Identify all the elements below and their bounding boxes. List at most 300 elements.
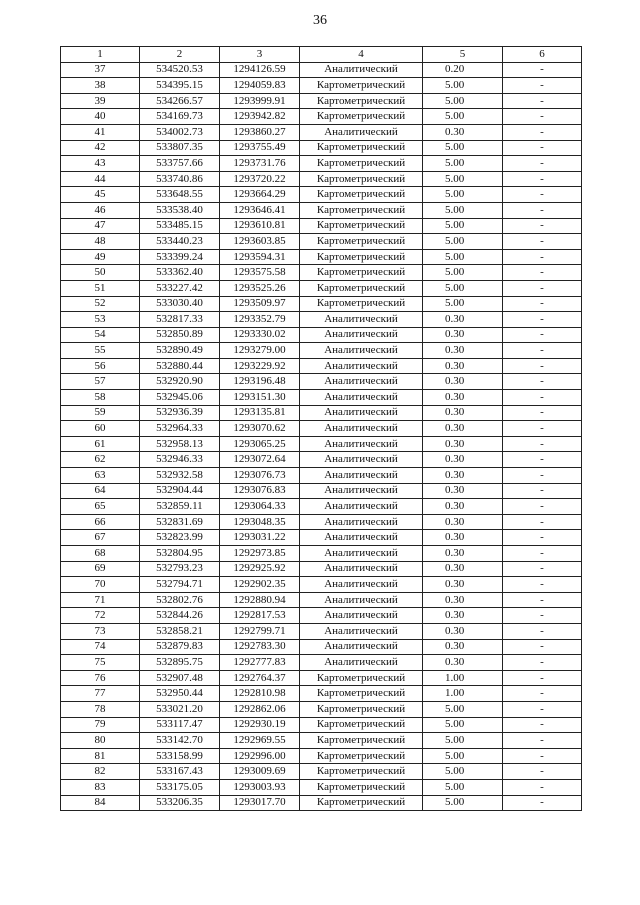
- note-cell: -: [503, 327, 582, 343]
- y-coordinate-cell: 1293999.91: [220, 93, 300, 109]
- point-number-cell: 81: [61, 748, 140, 764]
- point-number-cell: 58: [61, 390, 140, 406]
- accuracy-cell: 5.00: [423, 779, 503, 795]
- note-cell: -: [503, 280, 582, 296]
- y-coordinate-cell: 1293070.62: [220, 421, 300, 437]
- accuracy-cell: 0.30: [423, 343, 503, 359]
- note-cell: -: [503, 374, 582, 390]
- x-coordinate-cell: 532964.33: [140, 421, 220, 437]
- x-coordinate-cell: 532831.69: [140, 514, 220, 530]
- accuracy-cell: 5.00: [423, 218, 503, 234]
- point-number-cell: 43: [61, 156, 140, 172]
- y-coordinate-cell: 1293942.82: [220, 109, 300, 125]
- x-coordinate-cell: 533485.15: [140, 218, 220, 234]
- method-cell: Аналитический: [300, 124, 423, 140]
- table-row: [61, 608, 582, 624]
- table-row: [61, 546, 582, 562]
- y-coordinate-cell: 1293017.70: [220, 795, 300, 811]
- note-cell: -: [503, 561, 582, 577]
- accuracy-cell: 5.00: [423, 171, 503, 187]
- accuracy-cell: 0.30: [423, 546, 503, 562]
- point-number-cell: 71: [61, 592, 140, 608]
- note-cell: -: [503, 187, 582, 203]
- point-number-cell: 69: [61, 561, 140, 577]
- y-coordinate-cell: 1293031.22: [220, 530, 300, 546]
- x-coordinate-cell: 532844.26: [140, 608, 220, 624]
- x-coordinate-cell: 532958.13: [140, 436, 220, 452]
- note-cell: -: [503, 483, 582, 499]
- table-row: [61, 187, 582, 203]
- table-row: [61, 483, 582, 499]
- y-coordinate-cell: 1293525.26: [220, 280, 300, 296]
- point-number-cell: 44: [61, 171, 140, 187]
- point-number-cell: 73: [61, 623, 140, 639]
- point-number-cell: 53: [61, 312, 140, 328]
- note-cell: -: [503, 405, 582, 421]
- point-number-cell: 50: [61, 265, 140, 281]
- y-coordinate-cell: 1293048.35: [220, 514, 300, 530]
- x-coordinate-cell: 532890.49: [140, 343, 220, 359]
- note-cell: -: [503, 748, 582, 764]
- method-cell: Картометрический: [300, 296, 423, 312]
- accuracy-cell: 0.30: [423, 374, 503, 390]
- accuracy-cell: 0.30: [423, 452, 503, 468]
- accuracy-cell: 0.30: [423, 483, 503, 499]
- table-row: [61, 218, 582, 234]
- table-row: [61, 280, 582, 296]
- y-coordinate-cell: 1292862.06: [220, 701, 300, 717]
- y-coordinate-cell: 1292810.98: [220, 686, 300, 702]
- method-cell: Картометрический: [300, 234, 423, 250]
- y-coordinate-cell: 1293603.85: [220, 234, 300, 250]
- y-coordinate-cell: 1293720.22: [220, 171, 300, 187]
- accuracy-cell: 0.30: [423, 390, 503, 406]
- point-number-cell: 51: [61, 280, 140, 296]
- point-number-cell: 77: [61, 686, 140, 702]
- table-row: [61, 514, 582, 530]
- table-row: [61, 686, 582, 702]
- table-row: [61, 421, 582, 437]
- method-cell: Аналитический: [300, 452, 423, 468]
- table-row: [61, 779, 582, 795]
- note-cell: -: [503, 670, 582, 686]
- table-row: [61, 124, 582, 140]
- header-row: [61, 47, 582, 63]
- accuracy-cell: 0.30: [423, 499, 503, 515]
- accuracy-cell: 5.00: [423, 109, 503, 125]
- x-coordinate-cell: 534169.73: [140, 109, 220, 125]
- table-row: [61, 343, 582, 359]
- point-number-cell: 41: [61, 124, 140, 140]
- accuracy-cell: 0.30: [423, 530, 503, 546]
- y-coordinate-cell: 1293594.31: [220, 249, 300, 265]
- method-cell: Аналитический: [300, 374, 423, 390]
- point-number-cell: 60: [61, 421, 140, 437]
- y-coordinate-cell: 1292880.94: [220, 592, 300, 608]
- table-row: [61, 62, 582, 78]
- method-cell: Аналитический: [300, 608, 423, 624]
- method-cell: Аналитический: [300, 577, 423, 593]
- point-number-cell: 48: [61, 234, 140, 250]
- point-number-cell: 82: [61, 764, 140, 780]
- table-row: [61, 249, 582, 265]
- x-coordinate-cell: 532936.39: [140, 405, 220, 421]
- point-number-cell: 37: [61, 62, 140, 78]
- point-number-cell: 42: [61, 140, 140, 156]
- x-coordinate-cell: 532850.89: [140, 327, 220, 343]
- point-number-cell: 76: [61, 670, 140, 686]
- accuracy-cell: 0.30: [423, 124, 503, 140]
- x-coordinate-cell: 533117.47: [140, 717, 220, 733]
- accuracy-cell: 0.30: [423, 358, 503, 374]
- x-coordinate-cell: 532804.95: [140, 546, 220, 562]
- accuracy-cell: 5.00: [423, 717, 503, 733]
- table-row: [61, 655, 582, 671]
- note-cell: -: [503, 390, 582, 406]
- x-coordinate-cell: 532895.75: [140, 655, 220, 671]
- y-coordinate-cell: 1293664.29: [220, 187, 300, 203]
- method-cell: Картометрический: [300, 218, 423, 234]
- note-cell: -: [503, 546, 582, 562]
- x-coordinate-cell: 533399.24: [140, 249, 220, 265]
- table-row: [61, 764, 582, 780]
- note-cell: -: [503, 421, 582, 437]
- note-cell: -: [503, 296, 582, 312]
- point-number-cell: 70: [61, 577, 140, 593]
- point-number-cell: 72: [61, 608, 140, 624]
- x-coordinate-cell: 533807.35: [140, 140, 220, 156]
- method-cell: Картометрический: [300, 686, 423, 702]
- point-number-cell: 54: [61, 327, 140, 343]
- method-cell: Аналитический: [300, 514, 423, 530]
- y-coordinate-cell: 1293003.93: [220, 779, 300, 795]
- table-row: [61, 202, 582, 218]
- y-coordinate-cell: 1293076.73: [220, 468, 300, 484]
- accuracy-cell: 0.30: [423, 639, 503, 655]
- x-coordinate-cell: 534520.53: [140, 62, 220, 78]
- method-cell: Аналитический: [300, 421, 423, 437]
- note-cell: -: [503, 312, 582, 328]
- note-cell: -: [503, 78, 582, 94]
- x-coordinate-cell: 533440.23: [140, 234, 220, 250]
- point-number-cell: 47: [61, 218, 140, 234]
- accuracy-cell: 1.00: [423, 686, 503, 702]
- x-coordinate-cell: 532793.23: [140, 561, 220, 577]
- x-coordinate-cell: 532932.58: [140, 468, 220, 484]
- y-coordinate-cell: 1293509.97: [220, 296, 300, 312]
- method-cell: Картометрический: [300, 78, 423, 94]
- x-coordinate-cell: 533206.35: [140, 795, 220, 811]
- accuracy-cell: 0.30: [423, 468, 503, 484]
- method-cell: Аналитический: [300, 436, 423, 452]
- table-row: [61, 701, 582, 717]
- table-row: [61, 405, 582, 421]
- point-number-cell: 57: [61, 374, 140, 390]
- y-coordinate-cell: 1293135.81: [220, 405, 300, 421]
- note-cell: -: [503, 452, 582, 468]
- method-cell: Картометрический: [300, 670, 423, 686]
- point-number-cell: 45: [61, 187, 140, 203]
- point-number-cell: 61: [61, 436, 140, 452]
- x-coordinate-cell: 533227.42: [140, 280, 220, 296]
- method-cell: Аналитический: [300, 358, 423, 374]
- point-number-cell: 83: [61, 779, 140, 795]
- note-cell: -: [503, 608, 582, 624]
- y-coordinate-cell: 1293610.81: [220, 218, 300, 234]
- x-coordinate-cell: 532817.33: [140, 312, 220, 328]
- method-cell: Картометрический: [300, 779, 423, 795]
- point-number-cell: 84: [61, 795, 140, 811]
- y-coordinate-cell: 1292764.37: [220, 670, 300, 686]
- accuracy-cell: 0.30: [423, 421, 503, 437]
- note-cell: -: [503, 764, 582, 780]
- x-coordinate-cell: 533740.86: [140, 171, 220, 187]
- note-cell: -: [503, 358, 582, 374]
- note-cell: -: [503, 795, 582, 811]
- point-number-cell: 62: [61, 452, 140, 468]
- table-row: [61, 140, 582, 156]
- y-coordinate-cell: 1293076.83: [220, 483, 300, 499]
- accuracy-cell: 5.00: [423, 764, 503, 780]
- table-row: [61, 733, 582, 749]
- x-coordinate-cell: 532859.11: [140, 499, 220, 515]
- accuracy-cell: 0.30: [423, 327, 503, 343]
- method-cell: Аналитический: [300, 62, 423, 78]
- column-header-6: 6: [503, 47, 582, 63]
- accuracy-cell: 0.20: [423, 62, 503, 78]
- accuracy-cell: 1.00: [423, 670, 503, 686]
- table-row: [61, 312, 582, 328]
- method-cell: Картометрический: [300, 733, 423, 749]
- table-row: [61, 296, 582, 312]
- coordinates-table: [60, 46, 582, 811]
- note-cell: -: [503, 218, 582, 234]
- x-coordinate-cell: 532945.06: [140, 390, 220, 406]
- x-coordinate-cell: 533021.20: [140, 701, 220, 717]
- x-coordinate-cell: 533142.70: [140, 733, 220, 749]
- table-row: [61, 468, 582, 484]
- note-cell: -: [503, 156, 582, 172]
- method-cell: Картометрический: [300, 795, 423, 811]
- y-coordinate-cell: 1293352.79: [220, 312, 300, 328]
- accuracy-cell: 5.00: [423, 748, 503, 764]
- accuracy-cell: 0.30: [423, 655, 503, 671]
- accuracy-cell: 0.30: [423, 577, 503, 593]
- method-cell: Аналитический: [300, 623, 423, 639]
- y-coordinate-cell: 1292930.19: [220, 717, 300, 733]
- table-row: [61, 748, 582, 764]
- accuracy-cell: 0.30: [423, 312, 503, 328]
- table-row: [61, 577, 582, 593]
- accuracy-cell: 0.30: [423, 592, 503, 608]
- table-row: [61, 374, 582, 390]
- table-row: [61, 171, 582, 187]
- accuracy-cell: 0.30: [423, 405, 503, 421]
- x-coordinate-cell: 532794.71: [140, 577, 220, 593]
- method-cell: Картометрический: [300, 748, 423, 764]
- accuracy-cell: 0.30: [423, 514, 503, 530]
- note-cell: -: [503, 109, 582, 125]
- table-row: [61, 78, 582, 94]
- point-number-cell: 68: [61, 546, 140, 562]
- note-cell: -: [503, 639, 582, 655]
- y-coordinate-cell: 1293072.64: [220, 452, 300, 468]
- point-number-cell: 65: [61, 499, 140, 515]
- accuracy-cell: 5.00: [423, 187, 503, 203]
- x-coordinate-cell: 533362.40: [140, 265, 220, 281]
- method-cell: Картометрический: [300, 156, 423, 172]
- note-cell: -: [503, 623, 582, 639]
- x-coordinate-cell: 534002.73: [140, 124, 220, 140]
- note-cell: -: [503, 686, 582, 702]
- method-cell: Аналитический: [300, 343, 423, 359]
- accuracy-cell: 0.30: [423, 561, 503, 577]
- method-cell: Картометрический: [300, 187, 423, 203]
- y-coordinate-cell: 1294126.59: [220, 62, 300, 78]
- x-coordinate-cell: 532880.44: [140, 358, 220, 374]
- column-header-1: 1: [61, 47, 140, 63]
- y-coordinate-cell: 1293731.76: [220, 156, 300, 172]
- method-cell: Аналитический: [300, 499, 423, 515]
- table-row: [61, 499, 582, 515]
- method-cell: Аналитический: [300, 561, 423, 577]
- table-row: [61, 265, 582, 281]
- y-coordinate-cell: 1293065.25: [220, 436, 300, 452]
- note-cell: -: [503, 655, 582, 671]
- y-coordinate-cell: 1292969.55: [220, 733, 300, 749]
- note-cell: -: [503, 592, 582, 608]
- point-number-cell: 46: [61, 202, 140, 218]
- x-coordinate-cell: 533648.55: [140, 187, 220, 203]
- accuracy-cell: 5.00: [423, 202, 503, 218]
- table-row: [61, 234, 582, 250]
- y-coordinate-cell: 1293064.33: [220, 499, 300, 515]
- accuracy-cell: 0.30: [423, 436, 503, 452]
- x-coordinate-cell: 534395.15: [140, 78, 220, 94]
- x-coordinate-cell: 532858.21: [140, 623, 220, 639]
- accuracy-cell: 5.00: [423, 234, 503, 250]
- note-cell: -: [503, 93, 582, 109]
- note-cell: -: [503, 530, 582, 546]
- point-number-cell: 78: [61, 701, 140, 717]
- method-cell: Картометрический: [300, 717, 423, 733]
- accuracy-cell: 5.00: [423, 265, 503, 281]
- page-number: 36: [313, 13, 327, 28]
- table-row: [61, 670, 582, 686]
- accuracy-cell: 5.00: [423, 701, 503, 717]
- table-body: [61, 62, 582, 811]
- point-number-cell: 63: [61, 468, 140, 484]
- method-cell: Аналитический: [300, 483, 423, 499]
- table-row: [61, 358, 582, 374]
- method-cell: Аналитический: [300, 546, 423, 562]
- table-row: [61, 592, 582, 608]
- accuracy-cell: 5.00: [423, 78, 503, 94]
- point-number-cell: 74: [61, 639, 140, 655]
- point-number-cell: 49: [61, 249, 140, 265]
- y-coordinate-cell: 1294059.83: [220, 78, 300, 94]
- point-number-cell: 80: [61, 733, 140, 749]
- note-cell: -: [503, 701, 582, 717]
- method-cell: Аналитический: [300, 530, 423, 546]
- method-cell: Картометрический: [300, 265, 423, 281]
- y-coordinate-cell: 1292799.71: [220, 623, 300, 639]
- method-cell: Аналитический: [300, 639, 423, 655]
- method-cell: Картометрический: [300, 93, 423, 109]
- method-cell: Аналитический: [300, 655, 423, 671]
- column-header-4: 4: [300, 47, 423, 63]
- table-row: [61, 623, 582, 639]
- point-number-cell: 40: [61, 109, 140, 125]
- accuracy-cell: 5.00: [423, 280, 503, 296]
- method-cell: Картометрический: [300, 171, 423, 187]
- method-cell: Аналитический: [300, 312, 423, 328]
- y-coordinate-cell: 1293279.00: [220, 343, 300, 359]
- point-number-cell: 55: [61, 343, 140, 359]
- y-coordinate-cell: 1293575.58: [220, 265, 300, 281]
- accuracy-cell: 0.30: [423, 608, 503, 624]
- table-row: [61, 795, 582, 811]
- accuracy-cell: 5.00: [423, 296, 503, 312]
- x-coordinate-cell: 534266.57: [140, 93, 220, 109]
- method-cell: Картометрический: [300, 701, 423, 717]
- note-cell: -: [503, 717, 582, 733]
- accuracy-cell: 5.00: [423, 93, 503, 109]
- note-cell: -: [503, 249, 582, 265]
- note-cell: -: [503, 202, 582, 218]
- y-coordinate-cell: 1293330.02: [220, 327, 300, 343]
- note-cell: -: [503, 468, 582, 484]
- table-row: [61, 109, 582, 125]
- y-coordinate-cell: 1292973.85: [220, 546, 300, 562]
- method-cell: Картометрический: [300, 280, 423, 296]
- y-coordinate-cell: 1293196.48: [220, 374, 300, 390]
- y-coordinate-cell: 1293009.69: [220, 764, 300, 780]
- accuracy-cell: 5.00: [423, 156, 503, 172]
- method-cell: Аналитический: [300, 327, 423, 343]
- x-coordinate-cell: 533757.66: [140, 156, 220, 172]
- note-cell: -: [503, 265, 582, 281]
- table-row: [61, 452, 582, 468]
- point-number-cell: 67: [61, 530, 140, 546]
- table-row: [61, 530, 582, 546]
- note-cell: -: [503, 124, 582, 140]
- table-row: [61, 639, 582, 655]
- note-cell: -: [503, 234, 582, 250]
- note-cell: -: [503, 733, 582, 749]
- y-coordinate-cell: 1293229.92: [220, 358, 300, 374]
- x-coordinate-cell: 532823.99: [140, 530, 220, 546]
- x-coordinate-cell: 532879.83: [140, 639, 220, 655]
- y-coordinate-cell: 1293151.30: [220, 390, 300, 406]
- method-cell: Картометрический: [300, 764, 423, 780]
- y-coordinate-cell: 1293860.27: [220, 124, 300, 140]
- y-coordinate-cell: 1292777.83: [220, 655, 300, 671]
- accuracy-cell: 5.00: [423, 140, 503, 156]
- y-coordinate-cell: 1292996.00: [220, 748, 300, 764]
- method-cell: Аналитический: [300, 592, 423, 608]
- point-number-cell: 38: [61, 78, 140, 94]
- point-number-cell: 79: [61, 717, 140, 733]
- note-cell: -: [503, 577, 582, 593]
- note-cell: -: [503, 343, 582, 359]
- x-coordinate-cell: 532946.33: [140, 452, 220, 468]
- method-cell: Картометрический: [300, 109, 423, 125]
- x-coordinate-cell: 533158.99: [140, 748, 220, 764]
- table-row: [61, 717, 582, 733]
- x-coordinate-cell: 533175.05: [140, 779, 220, 795]
- column-header-3: 3: [220, 47, 300, 63]
